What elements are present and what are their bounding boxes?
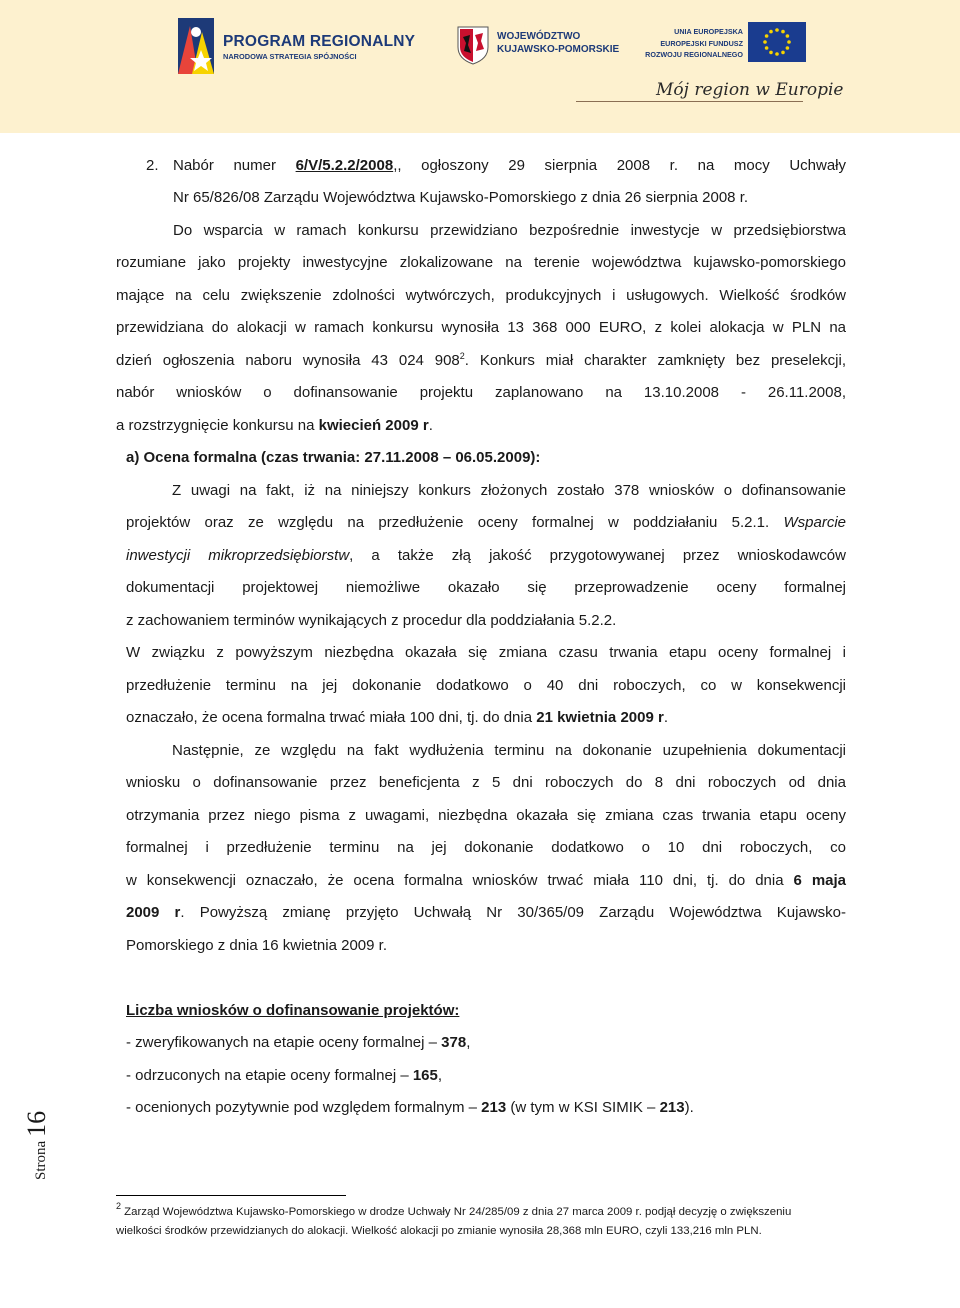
coat-of-arms-icon — [456, 25, 490, 65]
voivodeship-line-2: KUJAWSKO-POMORSKIE — [497, 44, 620, 55]
header-band — [0, 0, 960, 133]
page-number-label: Strona 16 — [22, 1110, 51, 1180]
voivodeship-line-1: WOJEWÓDZTWO — [497, 31, 581, 42]
paragraph-4-line-6: 2009 r. Powyższą zmianę przyjęto Uchwałą Nr 30/365/09 Zarządu Województwa Kujawsko- — [126, 904, 846, 921]
paragraph-4-line-3: otrzymania przez niego pisma z uwagami, niezbędna okazała się zmiana czas trwania etapu oceny — [126, 807, 846, 824]
paragraph-1-line-7: a rozstrzygnięcie konkursu na kwiecień 2009 r. — [116, 417, 433, 434]
paragraph-1-line-3: mające na celu zwiększenie zdolności wytwórczych, produkcyjnych i usługowych. Wielkość środków — [116, 287, 846, 304]
program-title: PROGRAM REGIONALNY — [223, 33, 416, 50]
paragraph-1-line-4: przewidziana do alokacji w ramach konkursu wynosiła 13 368 000 EURO, z kolei alokacja w PLN na — [116, 319, 846, 336]
footnote-line-2: wielkości środków przewidzianych do alokacji. Wielkość alokacji po zmianie wynosiła 28,368 mln EURO, czyli 133,216 mln PLN. — [116, 1225, 762, 1237]
paragraph-4-line-4: formalnej i przedłużenie terminu na jej dokonanie dodatkowo o 10 dni roboczych, co — [126, 839, 846, 856]
paragraph-1-line-5: dzień ogłoszenia naboru wynosiła 43 024 $908^2$. Konkurs miał charakter zamknięty bez preselekcji, — [116, 351, 846, 369]
list-item: - zweryfikowanych na etapie oceny formalnej – 378, — [126, 1034, 471, 1051]
paragraph-2-line-4: dokumentacji projektowej niemożliwe okazało się przeprowadzenie oceny formalnej — [126, 579, 846, 596]
item-2-line-2: Nr 65/826/08 Zarządu Województwa Kujawsko-Pomorskiego z dnia 26 sierpnia 2008 r. — [173, 189, 749, 206]
section-heading-a: a) Ocena formalna (czas trwania: 27.11.2008 – 06.05.2009): — [126, 449, 541, 466]
paragraph-4-line-7: Pomorskiego z dnia 16 kwietnia 2009 r. — [126, 937, 387, 954]
eu-label-3: ROZWOJU REGIONALNEGO — [645, 50, 743, 59]
paragraph-3-line-2: przedłużenie terminu na jej dokonanie dodatkowo o 40 dni roboczych, co w konsekwencji — [126, 677, 846, 694]
paragraph-1-line-2: rozumiane jako projekty inwestycyjne zlokalizowane na terenie województwa kujawsko-pomorskiego — [116, 254, 846, 271]
list-heading: Liczba wniosków o dofinansowanie projektów: — [126, 1002, 460, 1019]
paragraph-2-line-2: projektów oraz ze względu na przedłużenie oceny formalnej w poddziałaniu 5.2.1. Wsparcie — [126, 514, 846, 531]
program-subtitle: NARODOWA STRATEGIA SPÓJNOŚCI — [223, 52, 357, 61]
list-item: - ocenionych pozytywnie pod względem formalnym – 213 (w tym w KSI SIMIK – 213). — [126, 1099, 694, 1116]
eu-label-1: UNIA EUROPEJSKA — [674, 27, 743, 36]
paragraph-4-line-5: w konsekwencji oznaczało, że ocena formalna wniosków trwać miała 110 dni, tj. do dnia 6 maja — [126, 872, 847, 889]
paragraph-3-line-3: oznaczało, że ocena formalna trwać miała 100 dni, tj. do dnia 21 kwietnia 2009 r. — [126, 709, 668, 726]
paragraph-4-line-2: wniosku o dofinansowanie przez beneficjenta z 5 dni roboczych do 8 dni roboczych od dnia — [126, 774, 846, 791]
eu-flag-icon — [748, 22, 806, 62]
footnote-line-1: $^2$ Zarząd Województwa Kujawsko-Pomorskiego w drodze Uchwały Nr 24/285/09 z dnia 27 marca 2009 r. podjął decyzję o zwiększeniu — [116, 1201, 792, 1218]
motto-underline — [576, 101, 803, 102]
list-item: - odrzuconych na etapie oceny formalnej – 165, — [126, 1067, 443, 1084]
eu-label-2: EUROPEJSKI FUNDUSZ — [660, 39, 743, 48]
paragraph-3-line-1: W związku z powyższym niezbędna okazała się zmiana czasu trwania etapu oceny formalnej i — [126, 644, 846, 661]
paragraph-2-line-5: z zachowaniem terminów wynikających z procedur dla poddziałania 5.2.2. — [126, 612, 617, 629]
paragraph-2-line-1: Z uwagi na fakt, iż na niniejszy konkurs złożonych zostało 378 wniosków o dofinansowanie — [172, 482, 846, 499]
footnote-divider — [116, 1195, 346, 1196]
item-2-line-1: Nabór numer 6/V/5.2.2/2008,, ogłoszony 29 sierpnia 2008 r. na mocy Uchwały — [173, 157, 847, 174]
paragraph-2-line-3: inwestycji mikroprzedsiębiorstw, a także złą jakość przygotowywanej przez wnioskodawców — [126, 547, 846, 564]
paragraph-1-line-1: Do wsparcia w ramach konkursu przewidziano bezpośrednie inwestycje w przedsiębiorstwa — [173, 222, 846, 239]
paragraph-4-line-1: Następnie, ze względu na fakt wydłużenia terminu na dokonanie uzupełnienia dokumentacji — [172, 742, 846, 759]
motto: Mój region w Europie — [656, 80, 844, 100]
footnote-marker: 2 — [459, 351, 465, 361]
paragraph-1-line-6: nabór wniosków o dofinansowanie projektu zaplanowano na 13.10.2008 - 26.11.2008, — [116, 384, 846, 401]
item-2-number: 2. — [146, 157, 159, 174]
